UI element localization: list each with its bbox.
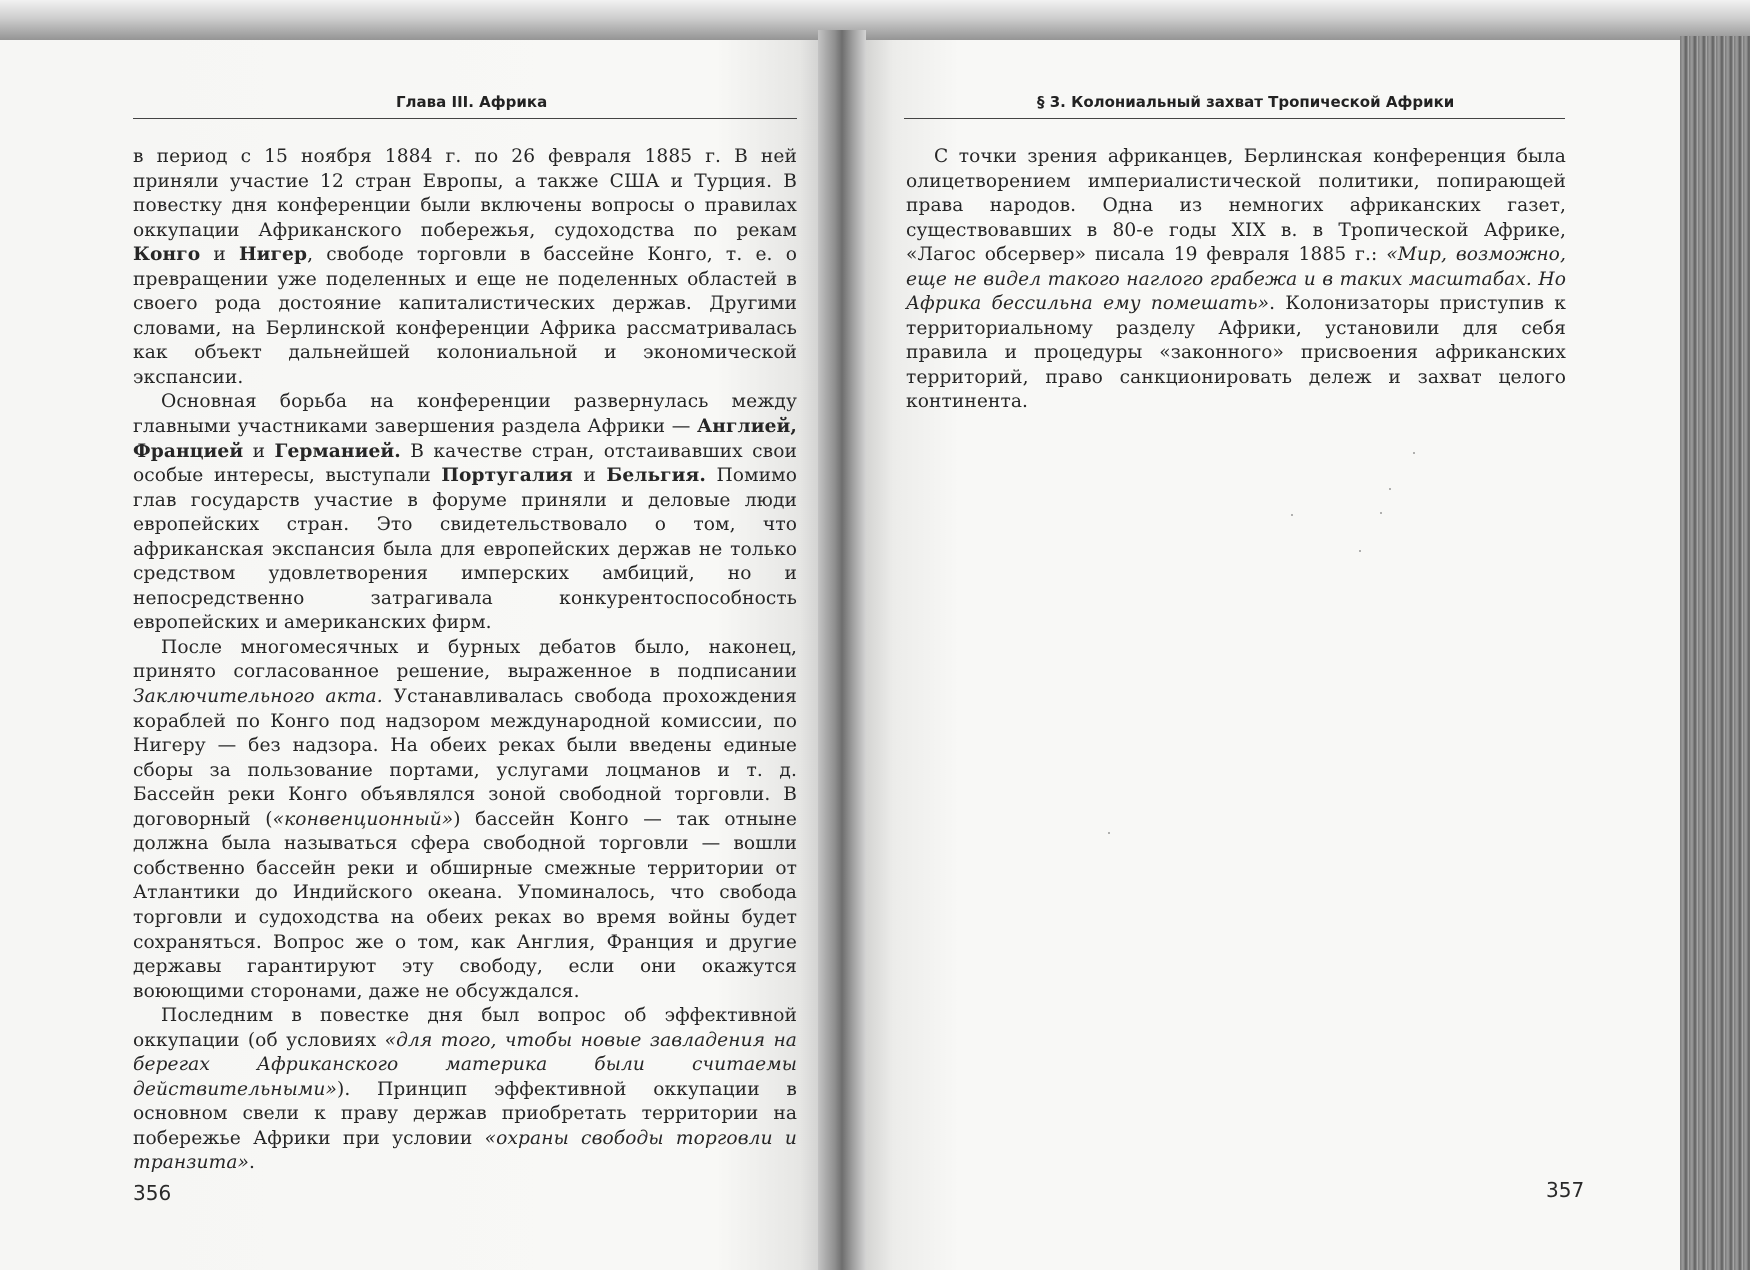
right-header-rule <box>904 118 1565 119</box>
right-running-head: § 3. Колониальный захват Тропической Африки <box>1037 93 1455 111</box>
text-run: Помимо глав государств участие в форуме приняли и деловые люди европейских стран. Это свидетельствовало о том, что африканская экспансия была для европейских держав не только средством удовлетворения имперских амбиций, но и непосредственно затрагивала конкурентоспособность европейских и американских фирм. <box>133 465 797 634</box>
text-run: в период с 15 ноября 1884 г. по 26 февраля 1885 г. В ней приняли участие 12 стран Европы, а также США и Турция. В повестку дня конференции были включены вопросы о правилах оккупации Африканского побережья, судоходства по рекам <box>133 146 797 241</box>
text-run: Последним в повестке дня был вопрос об эффективной оккупации (об условиях <box>133 1005 797 1051</box>
text-run: ) бассейн Конго — так отныне должна была называться сфера свободной торговли — вошли собственно бассейн реки и обширные смежные территории от Атлантики до Индийского океана. Упоминалось, что свобода торговли и судоходства на обеих реках во время войны будет сохраняться. Вопрос же о том, как Англия, Франция и другие державы гарантируют эту свободу, если они окажутся воюющими сторонами, даже не обсуждался. <box>133 808 797 1002</box>
paragraph <box>133 1004 797 1176</box>
paragraph <box>906 145 1566 415</box>
paragraph <box>133 390 797 635</box>
scan-top-strip <box>0 0 1750 44</box>
text-run: «для того, чтобы новые завладения на берегах Африканского материка были считаемы действительными» <box>133 1029 797 1100</box>
text-run: Германией. <box>274 440 401 462</box>
text-run: и <box>200 244 239 266</box>
text-run: Англией, Францией <box>133 416 797 462</box>
text-run: Нигер <box>238 244 308 266</box>
text-run: С точки зрения африканцев, Берлинская конференция была олицетворением империалистической политики, попирающей права народов. Одна из немногих африканских газет, существовавших в 80-е годы XIX в. в Тропической Африке, «Лагос обсервер» писала 19 февраля 1885 г.: <box>906 146 1566 266</box>
page-edges <box>1680 36 1750 1270</box>
text-run: Основная борьба на конференции развернулась между главными участниками завершения раздела Африки — <box>133 391 797 438</box>
text-run: , свободе торговли в бассейне Конго, т. е. о превращении уже поделенных и еще не поделенных областей в своего рода достояние капиталистических держав. Другими словами, на Берлинской конференции Африка рассматривалась как объект дальнейшей колониальной и экономической экспансии. <box>133 244 797 388</box>
book-gutter <box>818 30 866 1270</box>
text-run: Бельгия. <box>606 465 706 487</box>
left-header-rule <box>133 118 797 119</box>
text-run: и <box>572 465 607 487</box>
text-run: Устанавливалась свобода прохождения кораблей по Конго под надзором международной комиссии, по Нигеру — без надзора. На обеих реках были введены единые сборы за пользование портами, услугами лоцманов и т. д. Бассейн реки Конго объявлялся зоной свободной торговли. В договорный ( <box>133 686 798 830</box>
right-page-text <box>906 145 1566 415</box>
text-run: «Мир, возможно, еще не видел такого наглого грабежа и в таких масштабах. Но Африка бессильна ему помешать» <box>906 244 1566 315</box>
left-page-number: 356 <box>133 1181 172 1205</box>
left-page-text <box>133 145 797 1176</box>
text-run: «конвенционный» <box>272 808 454 830</box>
text-run: и <box>243 440 275 462</box>
text-run: Заключительного акта. <box>133 686 383 708</box>
text-run: . <box>248 1152 255 1174</box>
text-run: В качестве стран, отстаивавших свои особые интересы, выступали <box>133 440 797 487</box>
paragraph <box>133 636 797 1004</box>
paragraph <box>133 145 797 390</box>
text-run: Конго <box>133 244 201 266</box>
text-run: . Колонизаторы приступив к территориальному разделу Африки, установили для себя правила и процедуры «законного» присвоения африканских территорий, право санкционировать дележ и захват целого континента. <box>906 293 1566 413</box>
text-run: После многомесячных и бурных дебатов было, наконец, принято согласованное решение, выраженное в подписании <box>133 636 797 683</box>
text-run: ). Принцип эффективной оккупации в основном свели к праву держав приобретать территории на побережье Африки при условии <box>133 1078 797 1149</box>
text-run: «охраны свободы торговли и транзита» <box>133 1127 797 1174</box>
right-page-number: 357 <box>1546 1178 1585 1202</box>
text-run: Португалия <box>441 465 573 487</box>
left-running-head: Глава III. Африка <box>396 93 548 111</box>
